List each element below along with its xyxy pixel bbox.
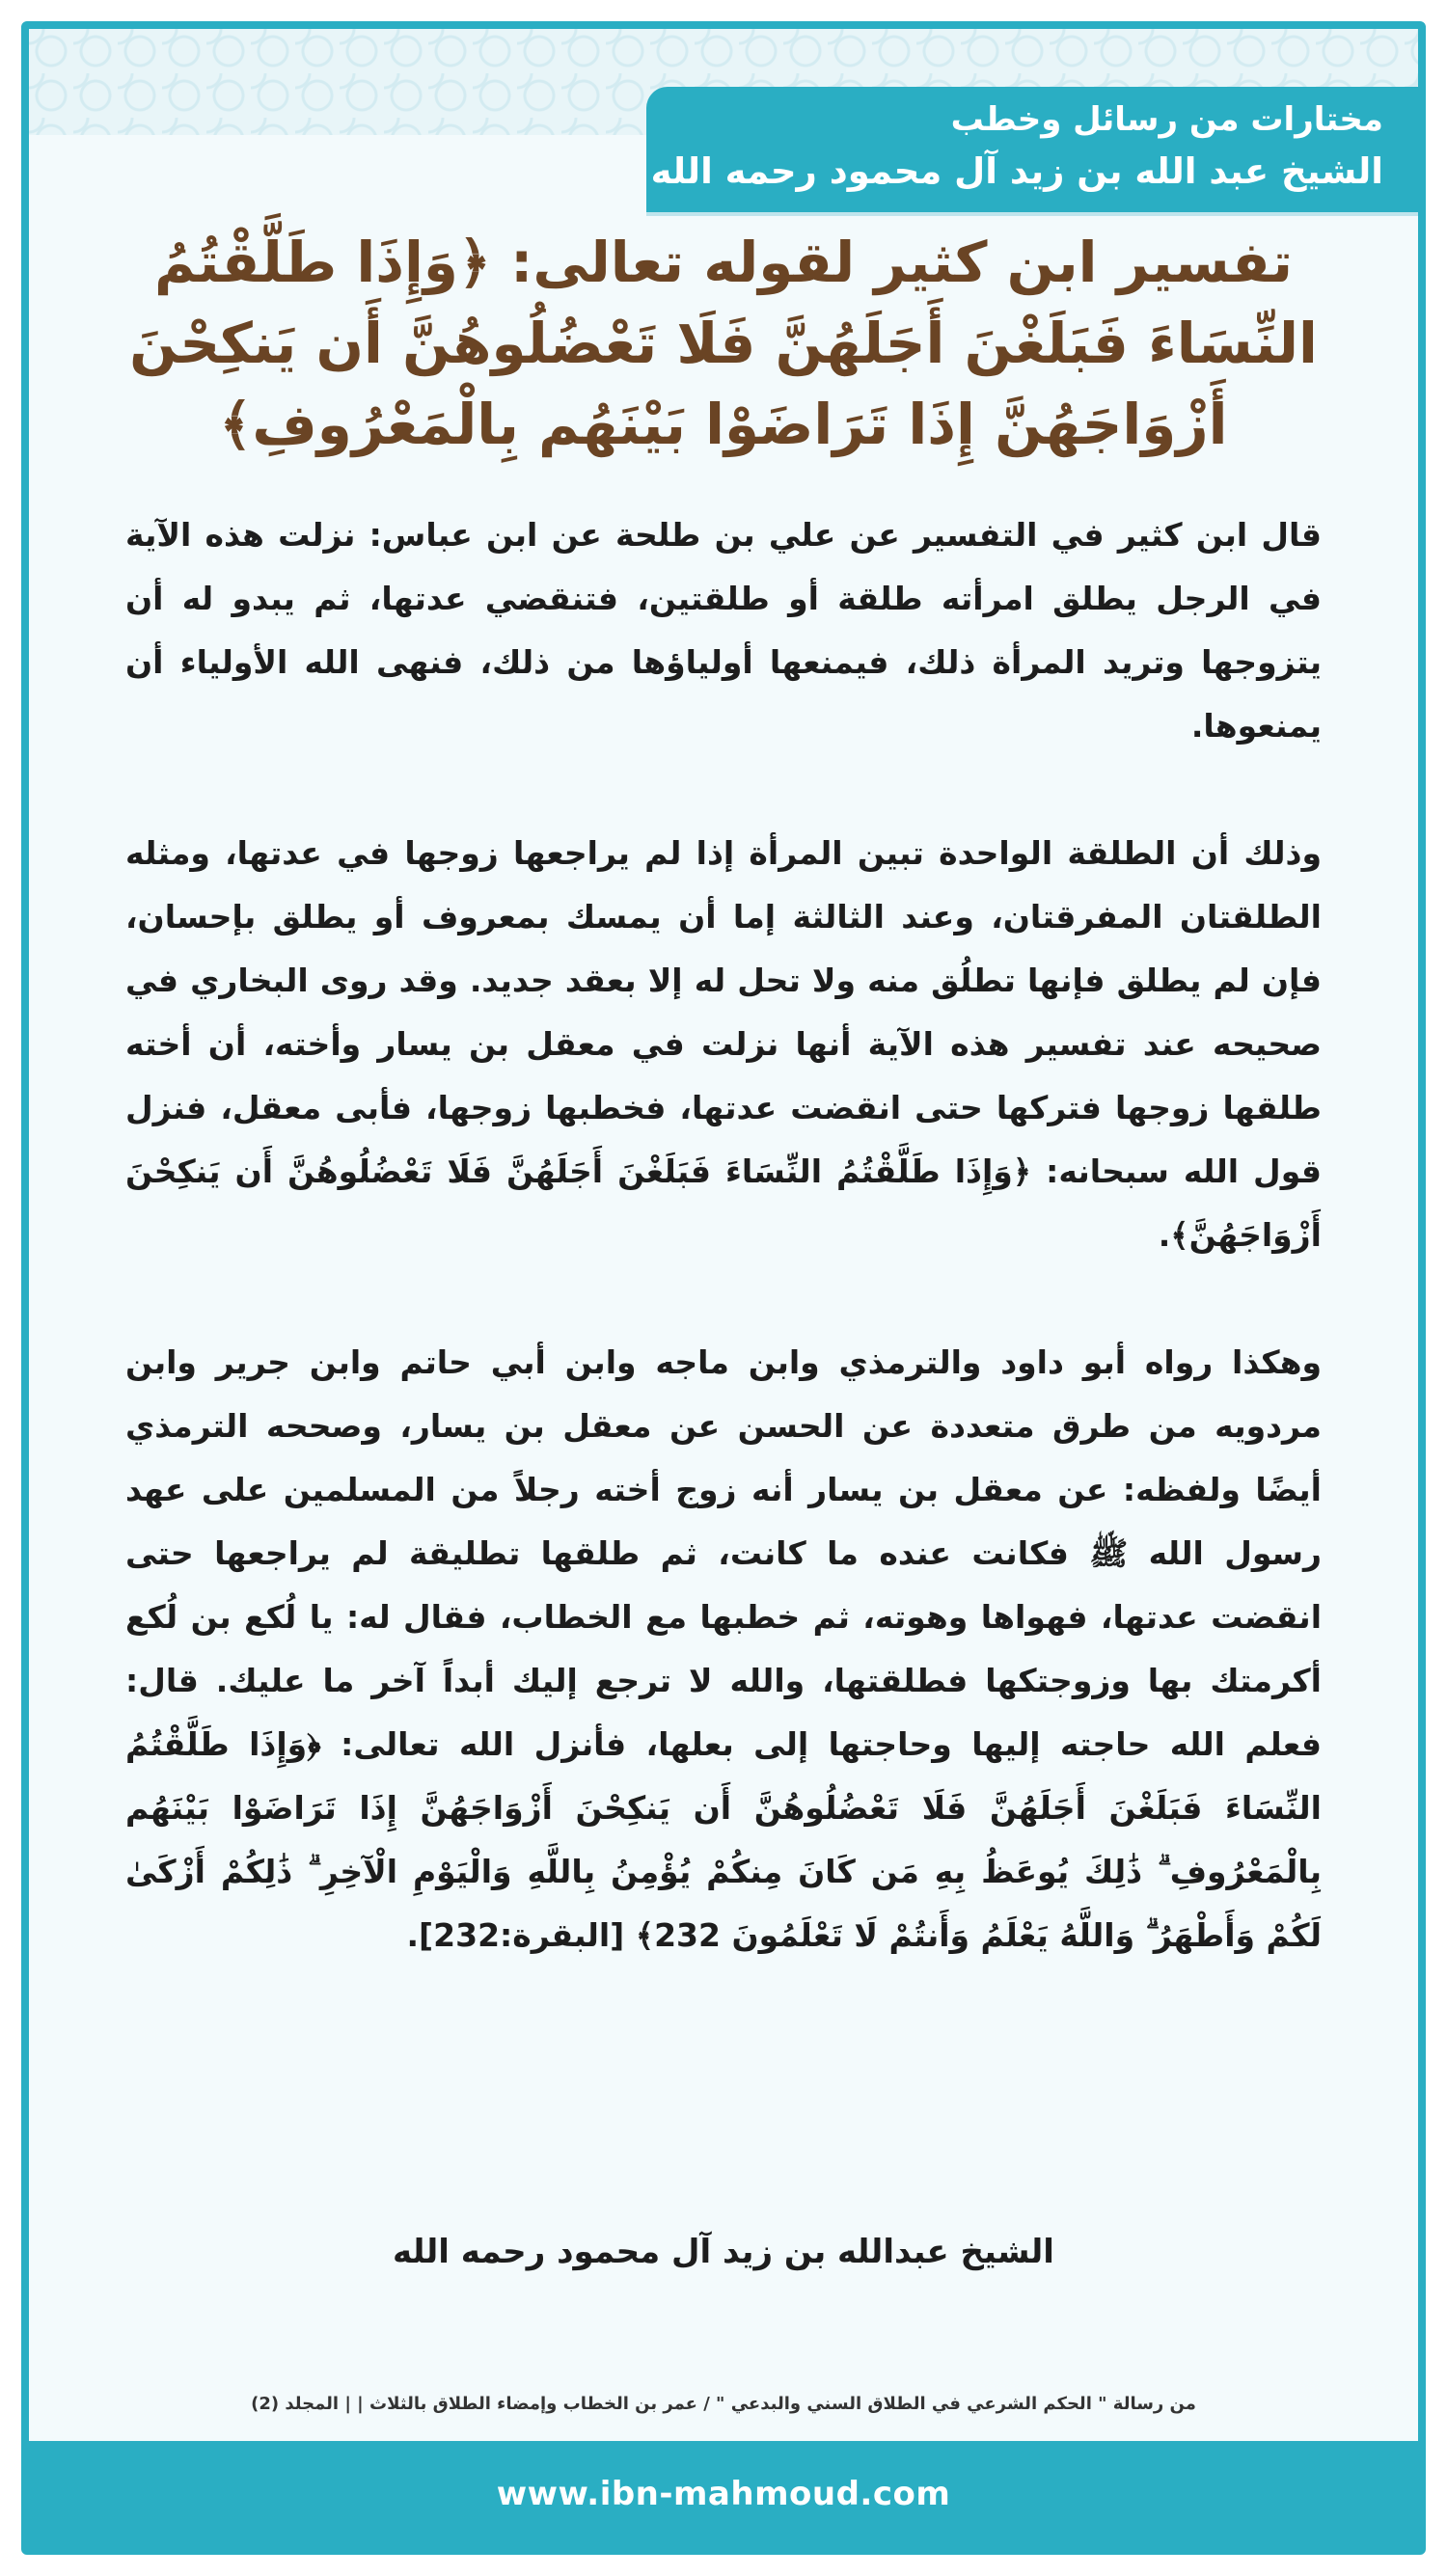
header-series-title: مختارات من رسائل وخطب [950, 100, 1383, 139]
header-banner [646, 87, 1418, 212]
paragraph-2: وذلك أن الطلقة الواحدة تبين المرأة إذا لم يراجعها زوجها في عدتها، ومثله الطلقتان المفرقتان، وعند الثالثة إما أن يمسك بمعروف أو يطلق بإحسان، فإن لم يطلق فإنها تطلُق منه ولا تحل له إلا بعقد جديد. وقد روى البخاري في صحيحه عند تفسير هذه الآية أنها نزلت في معقل بن يسار وأخته، أن أخته طلقها زوجها فتركها حتى انقضت عدتها، فخطبها زوجها، فأبى معقل، فنزل قول الله سبحانه: ﴿وَإِذَا طَلَّقْتُمُ النِّسَاءَ فَبَلَغْنَ أَجَلَهُنَّ فَلَا تَعْضُلُوهُنَّ أَن يَنكِحْنَ أَزْوَاجَهُنَّ﴾. [125, 834, 1322, 1254]
paragraph-1: قال ابن كثير في التفسير عن علي بن طلحة عن ابن عباس: نزلت هذه الآية في الرجل يطلق امرأته طلقة أو طلقتين، فتنقضي عدتها، ثم يبدو له أن يتزوجها وتريد المرأة ذلك، فيمنعها أولياؤها من ذلك، فنهى الله الأولياء أن يمنعوها. [125, 516, 1322, 745]
header-author-name: الشيخ عبد الله بن زيد آل محمود رحمه الله [650, 150, 1383, 192]
source-citation: من رسالة " الحكم الشرعي في الطلاق السني والبدعي " / عمر بن الخطاب وإمضاء الطلاق بالثلاث | | المجلد (2) [251, 2394, 1196, 2414]
paragraph-3: وهكذا رواه أبو داود والترمذي وابن ماجه وابن أبي حاتم وابن جرير وابن مردويه من طرق متعددة عن الحسن عن معقل بن يسار، وصححه الترمذي أيضًا ولفظه: عن معقل بن يسار أنه زوج أخته رجلاً من المسلمين على عهد رسول الله ﷺ فكانت عنده ما كانت، ثم طلقها تطليقة لم يراجعها حتى انقضت عدتها، فهواها وهوته، ثم خطبها مع الخطاب، فقال له: يا لُكع بن لُكع أكرمتك بها وزوجتكها فطلقتها، والله لا ترجع إليك أبداً آخر ما عليك. قال: فعلم الله حاجته إليها وحاجتها إلى بعلها، فأنزل الله تعالى: ﴿وَإِذَا طَلَّقْتُمُ النِّسَاءَ فَبَلَغْنَ أَجَلَهُنَّ فَلَا تَعْضُلُوهُنَّ أَن يَنكِحْنَ أَزْوَاجَهُنَّ إِذَا تَرَاضَوْا بَيْنَهُم بِالْمَعْرُوفِ ۗ ذَٰلِكَ يُوعَظُ بِهِ مَن كَانَ مِنكُمْ يُؤْمِنُ بِاللَّهِ وَالْيَوْمِ الْآخِرِ ۗ ذَٰلِكُمْ أَزْكَىٰ لَكُمْ وَأَطْهَرُ ۗ وَاللَّهُ يَعْلَمُ وَأَنتُمْ لَا تَعْلَمُونَ 232﴾ [البقرة:232]. [125, 1343, 1322, 1954]
footer-bar [29, 2441, 1418, 2547]
article-body [125, 503, 1322, 2031]
page-frame [21, 21, 1426, 2555]
author-signature: الشيخ عبدالله بن زيد آل محمود رحمه الله [393, 2233, 1054, 2271]
article-title: تفسير ابن كثير لقوله تعالى: ﴿وَإِذَا طَلَّقْتُمُ النِّسَاءَ فَبَلَغْنَ أَجَلَهُنَّ فَلَا تَعْضُلُوهُنَّ أَن يَنكِحْنَ أَزْوَاجَهُنَّ إِذَا تَرَاضَوْا بَيْنَهُم بِالْمَعْرُوفِ﴾ [129, 230, 1318, 457]
website-link[interactable]: www.ibn-mahmoud.com [496, 2475, 951, 2513]
